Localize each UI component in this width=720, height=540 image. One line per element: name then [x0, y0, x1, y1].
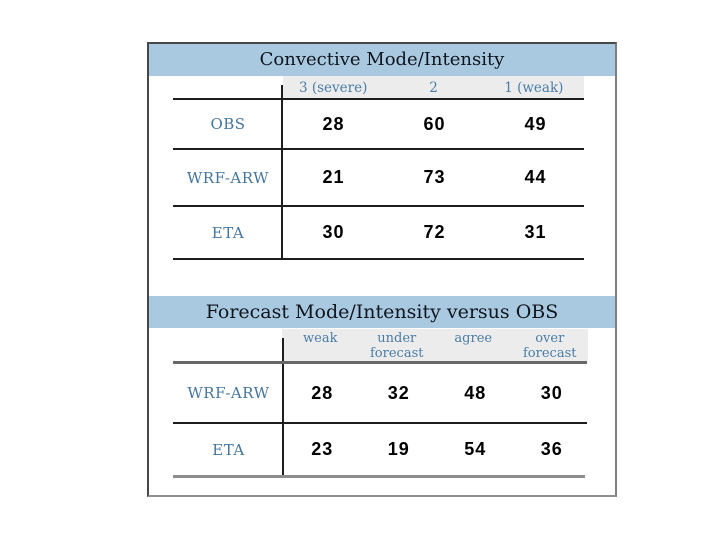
table2-header-rule — [173, 361, 587, 364]
table2-row-wrf-arw — [173, 364, 590, 422]
row-label: ETA — [212, 440, 245, 459]
value-cell: 31 — [524, 222, 547, 242]
value-cell: 60 — [423, 113, 446, 134]
value-cell: 36 — [540, 439, 563, 459]
table2-col-header-overforecast: over forecast — [523, 331, 577, 361]
table2-row-divider — [173, 422, 587, 424]
value-cell: 30 — [540, 382, 563, 403]
row-label: ETA — [211, 223, 245, 242]
table1-header-row — [283, 76, 584, 100]
value-cell: 44 — [524, 167, 547, 187]
value-cell: 19 — [387, 439, 410, 459]
table1-row-eta — [173, 207, 586, 258]
value-cell: 48 — [464, 382, 487, 403]
table1-col-header-severe: 3 (severe) — [298, 80, 368, 96]
table2-bottom-rule — [173, 475, 585, 478]
table1-column-divider — [281, 85, 283, 260]
value-cell: 28 — [311, 382, 334, 403]
table1-row-wrf-arw — [173, 150, 586, 205]
table1-title-band — [149, 44, 615, 76]
table2-row-eta — [173, 424, 590, 475]
value-cell: 30 — [322, 222, 345, 242]
row-label: OBS — [210, 115, 246, 133]
value-cell: 54 — [464, 439, 487, 459]
value-cell: 32 — [387, 382, 410, 403]
table2-title-band — [149, 296, 615, 328]
value-cell: 49 — [524, 113, 547, 134]
table1-bottom-rule — [173, 258, 584, 260]
row-label: WRF-ARW — [187, 384, 270, 402]
value-cell: 73 — [423, 167, 446, 187]
table1-row-divider-1 — [173, 148, 584, 150]
table2-col-header-underforecast: under forecast — [370, 331, 424, 361]
table2-column-divider — [282, 338, 284, 478]
table2-col-header-weak: weak — [303, 331, 338, 346]
table1-row-obs — [173, 100, 586, 148]
row-label: WRF-ARW — [186, 168, 270, 187]
table2-title: Forecast Mode/Intensity versus OBS — [205, 301, 559, 323]
table1-header-rule — [173, 98, 584, 100]
table2-col-header-agree: agree — [454, 331, 493, 346]
value-cell: 28 — [322, 113, 345, 134]
table1-col-header-weak: 1 (weak) — [504, 80, 564, 96]
value-cell: 21 — [322, 167, 345, 187]
table1-col-header-mid: 2 — [429, 80, 438, 96]
content-box — [147, 42, 617, 497]
value-cell: 72 — [423, 222, 446, 242]
table1-title: Convective Mode/Intensity — [259, 49, 505, 70]
table1-row-divider-2 — [173, 205, 584, 207]
table2-header-row — [282, 329, 588, 361]
value-cell: 23 — [311, 439, 334, 459]
